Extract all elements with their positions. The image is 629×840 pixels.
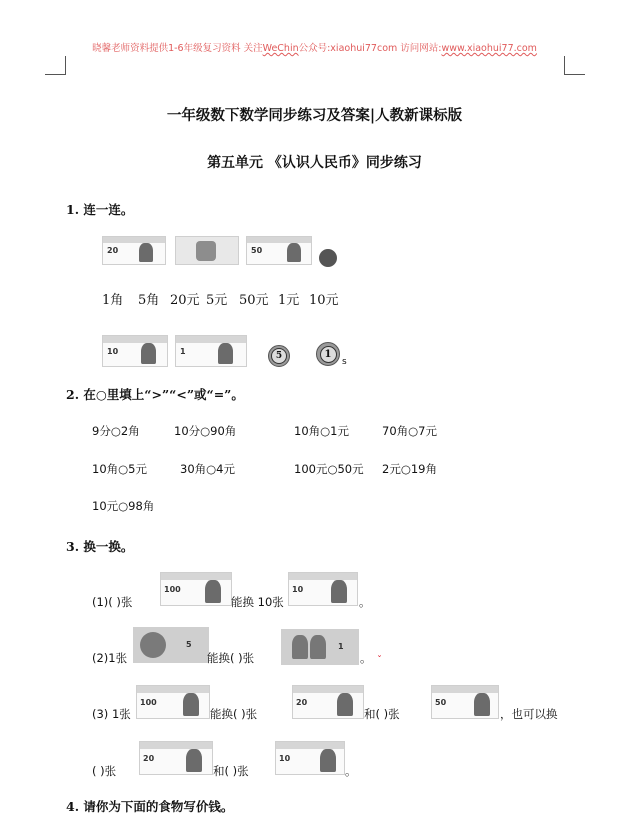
q2-heading: 2. 在○里填上“>”“<”或“=”。	[66, 387, 244, 402]
q1-heading: 1. 连一连。	[66, 202, 134, 217]
q3-text: ( )张	[92, 764, 117, 778]
coin-image	[319, 249, 337, 267]
banknote-image	[102, 335, 168, 367]
stray-mark: s	[342, 357, 347, 367]
margin-corner-right	[564, 56, 585, 75]
header-text-1: 晓馨老师资料提供1-6年级复习资料 关注	[92, 43, 263, 54]
header-text-2: 公众号:xiaohui77com 访问网站:	[298, 43, 442, 54]
note-number: 100	[140, 698, 157, 707]
comparison-item: 30角○4元	[180, 462, 235, 476]
note-number: 10	[292, 585, 304, 594]
q1-value: 1角	[102, 293, 124, 308]
banknote-image	[133, 627, 209, 663]
unit-subtitle: 第五单元 《认识人民币》同步练习	[207, 155, 422, 171]
coin-image	[316, 342, 340, 366]
document-title: 一年级数下数学同步练习及答案|人教新课标版	[166, 107, 463, 124]
q1-value: 1元	[278, 293, 300, 308]
header-site: www.xiaohui77.com	[441, 43, 537, 54]
note-number: 1	[338, 642, 344, 651]
coin-label: 1	[320, 346, 337, 363]
note-number: 10	[107, 347, 119, 356]
comparison-item: 100元○50元	[294, 462, 364, 476]
note-number: 1	[180, 347, 186, 356]
note-number: 5	[186, 640, 192, 649]
note-number: 50	[435, 698, 447, 707]
comparison-item: 9分○2角	[92, 424, 140, 438]
q1-value: 5角	[138, 293, 160, 308]
q3-text: (2)1张	[92, 651, 128, 665]
q3-text: 和( )张	[213, 764, 249, 778]
banknote-image	[102, 236, 166, 265]
banknote-image	[275, 741, 345, 775]
note-number: 20	[296, 698, 308, 707]
red-mark: ˇ	[377, 655, 382, 666]
banknote-image	[431, 685, 499, 719]
q3-text: (1)( )张	[92, 595, 133, 609]
note-number: 20	[107, 246, 119, 255]
q3-text: 能换( )张	[207, 651, 255, 665]
note-number: 100	[164, 585, 181, 594]
comparison-item: 10角○5元	[92, 462, 147, 476]
q3-text: 和( )张	[364, 707, 400, 721]
comparison-item: 70角○7元	[382, 424, 437, 438]
coin-label: 5	[271, 348, 287, 364]
coin-image	[268, 345, 290, 367]
q3-text: (3) 1张	[92, 707, 131, 721]
q4-heading: 4. 请你为下面的食物写价钱。	[66, 799, 234, 814]
q1-value: 5元	[206, 293, 228, 308]
page-header	[0, 40, 629, 54]
banknote-image	[160, 572, 232, 606]
note-number: 50	[251, 246, 263, 255]
comparison-item: 10分○90角	[174, 424, 237, 438]
q3-text: ，也可以换	[500, 707, 558, 721]
note-number: 20	[143, 754, 155, 763]
q3-text: 。	[359, 595, 371, 609]
q1-value: 50元	[239, 293, 269, 308]
banknote-image	[175, 335, 247, 367]
banknote-image	[139, 741, 213, 775]
q3-text: 。	[345, 764, 357, 778]
q3-heading: 3. 换一换。	[66, 539, 134, 554]
banknote-image	[292, 685, 364, 719]
banknote-image	[136, 685, 210, 719]
note-number: 10	[279, 754, 291, 763]
q3-text: 能换 10张	[231, 595, 284, 609]
banknote-image	[288, 572, 358, 606]
banknote-image	[246, 236, 312, 265]
comparison-item: 10角○1元	[294, 424, 349, 438]
comparison-item: 10元○98角	[92, 499, 155, 513]
banknote-image	[175, 236, 239, 265]
header-wechat: WeChin	[262, 43, 299, 54]
banknote-image	[281, 629, 359, 665]
q1-value: 10元	[309, 293, 339, 308]
q1-value: 20元	[170, 293, 200, 308]
comparison-item: 2元○19角	[382, 462, 437, 476]
q3-text: 。	[360, 651, 372, 665]
q3-text: 能换( )张	[210, 707, 258, 721]
margin-corner-left	[45, 56, 66, 75]
